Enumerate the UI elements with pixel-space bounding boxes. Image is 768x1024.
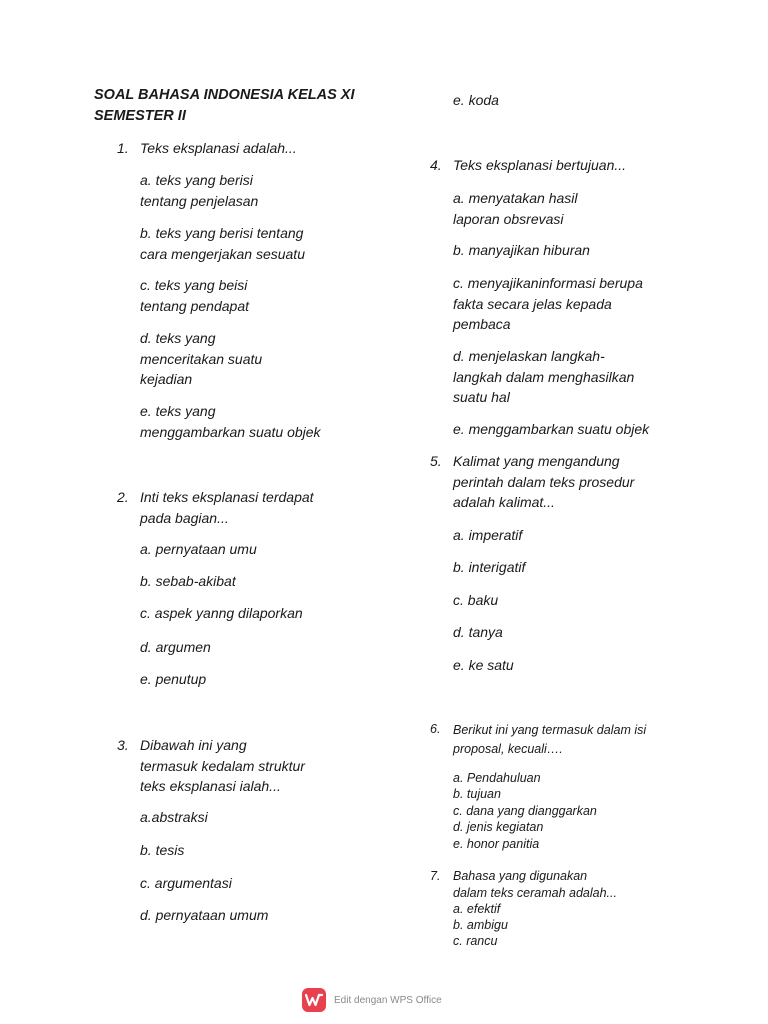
option-a: a.abstraksi [140, 809, 208, 825]
option-d: d. tanya [453, 624, 503, 640]
option-c: c. aspek yanng dilaporkan [140, 605, 303, 621]
option-b: b. manyajikan hiburan [453, 242, 590, 258]
question-number: 3. [117, 737, 129, 753]
question-stem: Dibawah ini yang termasuk kedalam struktur teks eksplanasi ialah... [140, 737, 305, 794]
option-a: a. imperatif [453, 527, 523, 543]
question-stem: Teks eksplanasi adalah... [140, 140, 297, 156]
option-a: a. efektif [453, 902, 501, 916]
option-b: b. teks yang berisi tentang cara mengerjakan sesuatu [140, 225, 305, 262]
option-c: c. dana yang dianggarkan [453, 804, 597, 818]
option-c: c. teks yang beisi tentang pendapat [140, 277, 249, 314]
question-stem: Kalimat yang mengandung perintah dalam teks prosedur adalah kalimat... [453, 453, 635, 510]
option-b: b. tesis [140, 842, 185, 858]
wps-office-logo-icon [302, 988, 326, 1012]
option-e: e. menggambarkan suatu objek [453, 421, 650, 437]
option-e: e. honor panitia [453, 837, 540, 851]
option-d: d. argumen [140, 639, 211, 655]
question-number: 7. [430, 869, 441, 883]
question-number: 1. [117, 140, 129, 156]
option-a: a. pernyataan umu [140, 541, 257, 557]
question-number: 6. [430, 722, 441, 736]
page-title: SOAL BAHASA INDONESIA KELAS XI SEMESTER II [94, 87, 355, 124]
option-d: d. menjelaskan langkah- langkah dalam menghasilkan suatu hal [453, 348, 635, 405]
option-a: a. menyatakan hasil laporan obsrevasi [453, 190, 578, 227]
question-number: 2. [117, 489, 129, 505]
option-b: b. ambigu [453, 918, 508, 932]
wps-edit-link[interactable] [302, 987, 442, 1013]
option-b: b. interigatif [453, 559, 526, 575]
option-c: c. baku [453, 592, 499, 608]
wps-edit-text: Edit dengan WPS Office [334, 994, 442, 1006]
option-e: e. penutup [140, 671, 207, 687]
option-c: c. menyajikaninformasi berupa fakta secara jelas kepada pembaca [453, 275, 643, 332]
question-stem: Inti teks eksplanasi terdapat pada bagian... [140, 489, 314, 526]
option-e: e. teks yang menggambarkan suatu objek [140, 403, 321, 440]
option-c: c. argumentasi [140, 875, 232, 891]
option-d: d. pernyataan umum [140, 907, 269, 923]
option-e: e. koda [453, 92, 499, 108]
option-b: b. tujuan [453, 787, 501, 801]
question-number: 4. [430, 157, 442, 173]
option-c: c. rancu [453, 934, 498, 948]
option-e: e. ke satu [453, 657, 514, 673]
question-stem: Teks eksplanasi bertujuan... [453, 157, 627, 173]
question-stem: Berikut ini yang termasuk dalam isi proposal, kecuali…. [453, 723, 647, 756]
option-d: d. jenis kegiatan [453, 820, 544, 834]
option-d: d. teks yang menceritakan suatu kejadian [140, 330, 263, 387]
option-a: a. teks yang berisi tentang penjelasan [140, 172, 259, 209]
question-stem: Bahasa yang digunakan dalam teks ceramah adalah... [453, 869, 617, 900]
question-number: 5. [430, 453, 442, 469]
option-a: a. Pendahuluan [453, 771, 541, 785]
option-b: b. sebab-akibat [140, 573, 236, 589]
